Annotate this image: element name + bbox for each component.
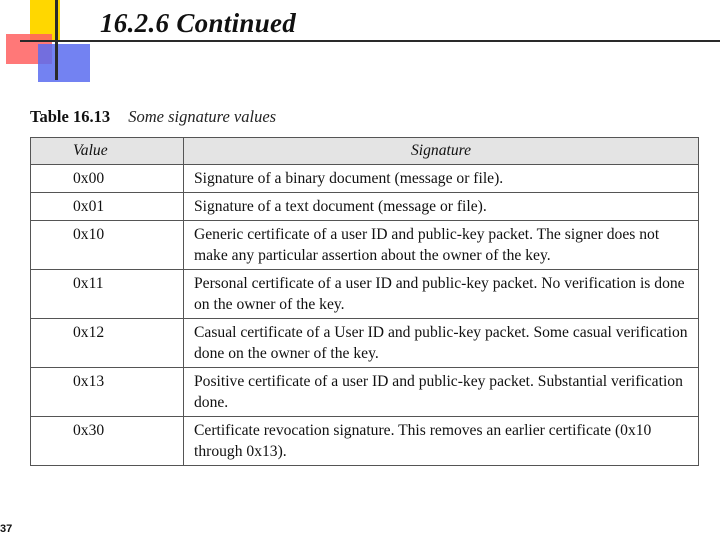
table-row [31, 319, 699, 368]
cell-signature: Personal certificate of a user ID and public-key packet. No verification is done on the owner of the key. [184, 270, 699, 319]
table-row [31, 417, 699, 466]
slide-title: 16.2.6 Continued [100, 8, 297, 38]
cell-signature: Generic certificate of a user ID and public-key packet. The signer does not make any particular assertion about the owner of the key. [184, 221, 699, 270]
cell-signature: Certificate revocation signature. This removes an earlier certificate (0x10 through 0x13). [184, 417, 699, 466]
table-caption-text: Some signature values [128, 107, 277, 126]
signature-values-table [30, 137, 699, 466]
table-row [31, 368, 699, 417]
column-header-value: Value [31, 138, 184, 165]
column-header-signature: Signature [184, 138, 699, 165]
cell-value: 0x30 [31, 417, 184, 466]
table-row [31, 165, 699, 193]
cell-value: 0x13 [31, 368, 184, 417]
page-number: 37 [0, 523, 13, 535]
table-number: Table 16.13 [30, 107, 111, 126]
decor-blue-block [38, 44, 90, 82]
cell-signature: Positive certificate of a user ID and public-key packet. Substantial verification done. [184, 368, 699, 417]
decor-horizontal-line [20, 40, 720, 42]
cell-signature: Signature of a text document (message or file). [184, 193, 699, 221]
cell-value: 0x00 [31, 165, 184, 193]
table-caption [30, 107, 276, 127]
cell-value: 0x10 [31, 221, 184, 270]
table-row [31, 270, 699, 319]
table-row [31, 193, 699, 221]
cell-signature: Casual certificate of a User ID and public-key packet. Some casual verification done on the owner of the key. [184, 319, 699, 368]
table-header-row [31, 138, 699, 165]
table-row [31, 221, 699, 270]
cell-value: 0x11 [31, 270, 184, 319]
cell-value: 0x01 [31, 193, 184, 221]
cell-value: 0x12 [31, 319, 184, 368]
cell-signature: Signature of a binary document (message or file). [184, 165, 699, 193]
